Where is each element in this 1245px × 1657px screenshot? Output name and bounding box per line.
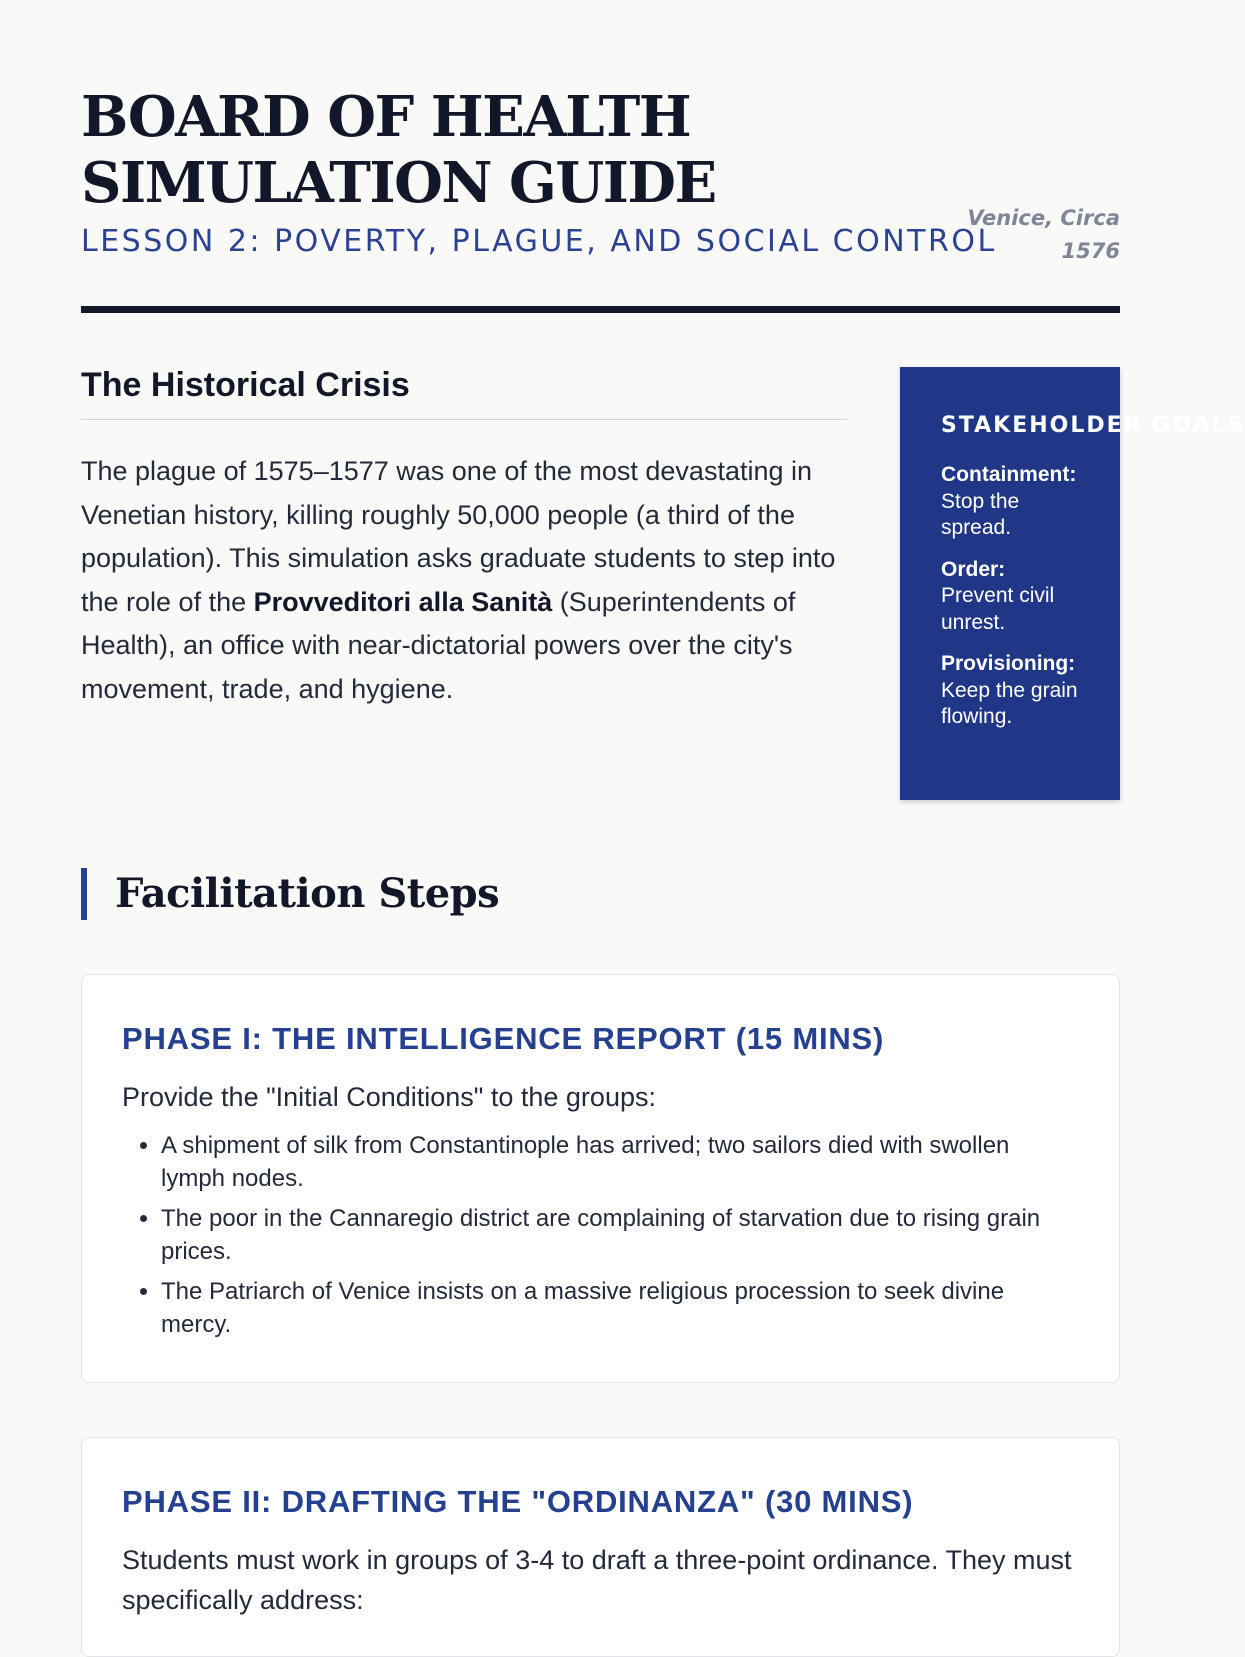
goal-text: Prevent civil unrest. bbox=[941, 584, 1055, 634]
crisis-office-name: Provveditori alla Sanità bbox=[253, 586, 553, 617]
crisis-heading: The Historical Crisis bbox=[81, 366, 847, 420]
goal-label: Containment: bbox=[941, 463, 1077, 486]
page-header bbox=[81, 84, 1120, 314]
goal-item bbox=[941, 557, 1120, 637]
goal-item bbox=[941, 462, 1120, 542]
era-label: Venice, Circa 1576 bbox=[967, 206, 1120, 263]
crisis-text-end: (Superintendents of Health), an office with near-dictatorial powers over the city's movement, trade, and hygiene. bbox=[81, 586, 796, 704]
historical-crisis-section bbox=[81, 366, 847, 711]
goal-label: Order: bbox=[941, 557, 1006, 581]
facilitation-heading: Facilitation Steps bbox=[115, 870, 500, 917]
crisis-paragraph bbox=[81, 450, 847, 711]
phase-title: PHASE II: DRAFTING THE "ORDINANZA" (30 MINS) bbox=[122, 1484, 914, 1519]
phase-intro: Students must work in groups of 3-4 to draft a three-point ordinance. They must specifically address: bbox=[122, 1545, 1072, 1615]
stakeholder-goals-box bbox=[900, 367, 1245, 800]
stakeholder-heading bbox=[941, 409, 1245, 442]
phase-list bbox=[122, 1129, 1079, 1341]
goal-label: Provisioning: bbox=[941, 652, 1076, 675]
guide-page bbox=[81, 0, 1245, 1615]
phase-card bbox=[81, 974, 1120, 1383]
goal-text: Keep the grain flowing. bbox=[941, 678, 1078, 728]
stakeholder-heading-text: STAKEHOLDER GOALS bbox=[941, 413, 1245, 438]
goal-text: Stop the spread. bbox=[941, 489, 1020, 539]
section-accent-bar bbox=[81, 868, 87, 920]
page-title: BOARD OF HEALTH SIMULATION GUIDE bbox=[81, 84, 716, 216]
list-item: • The poor in the Cannaregio district are complaining of starvation due to rising grain prices. bbox=[161, 1202, 1079, 1268]
list-item: • A shipment of silk from Constantinople has arrived; two sailors died with swollen lymph nodes. bbox=[161, 1129, 1079, 1195]
crisis-text-start: The plague of 1575–1577 was one of the most devastating in Venetian history, killing roughly 50,000 people (a third of the population). This simulation asks graduate students to step into the role of the bbox=[81, 456, 836, 617]
phase-card bbox=[81, 1437, 1120, 1657]
header-divider bbox=[81, 306, 1120, 313]
list-item: • The Patriarch of Venice insists on a massive religious procession to seek divine mercy. bbox=[161, 1275, 1079, 1341]
lesson-subtitle: LESSON 2: POVERTY, PLAGUE, AND SOCIAL CONTROL bbox=[81, 224, 997, 259]
goal-item bbox=[941, 651, 1120, 731]
phase-intro: Provide the "Initial Conditions" to the groups: bbox=[122, 1082, 656, 1112]
phase-title: PHASE I: THE INTELLIGENCE REPORT (15 MINS) bbox=[122, 1021, 885, 1056]
